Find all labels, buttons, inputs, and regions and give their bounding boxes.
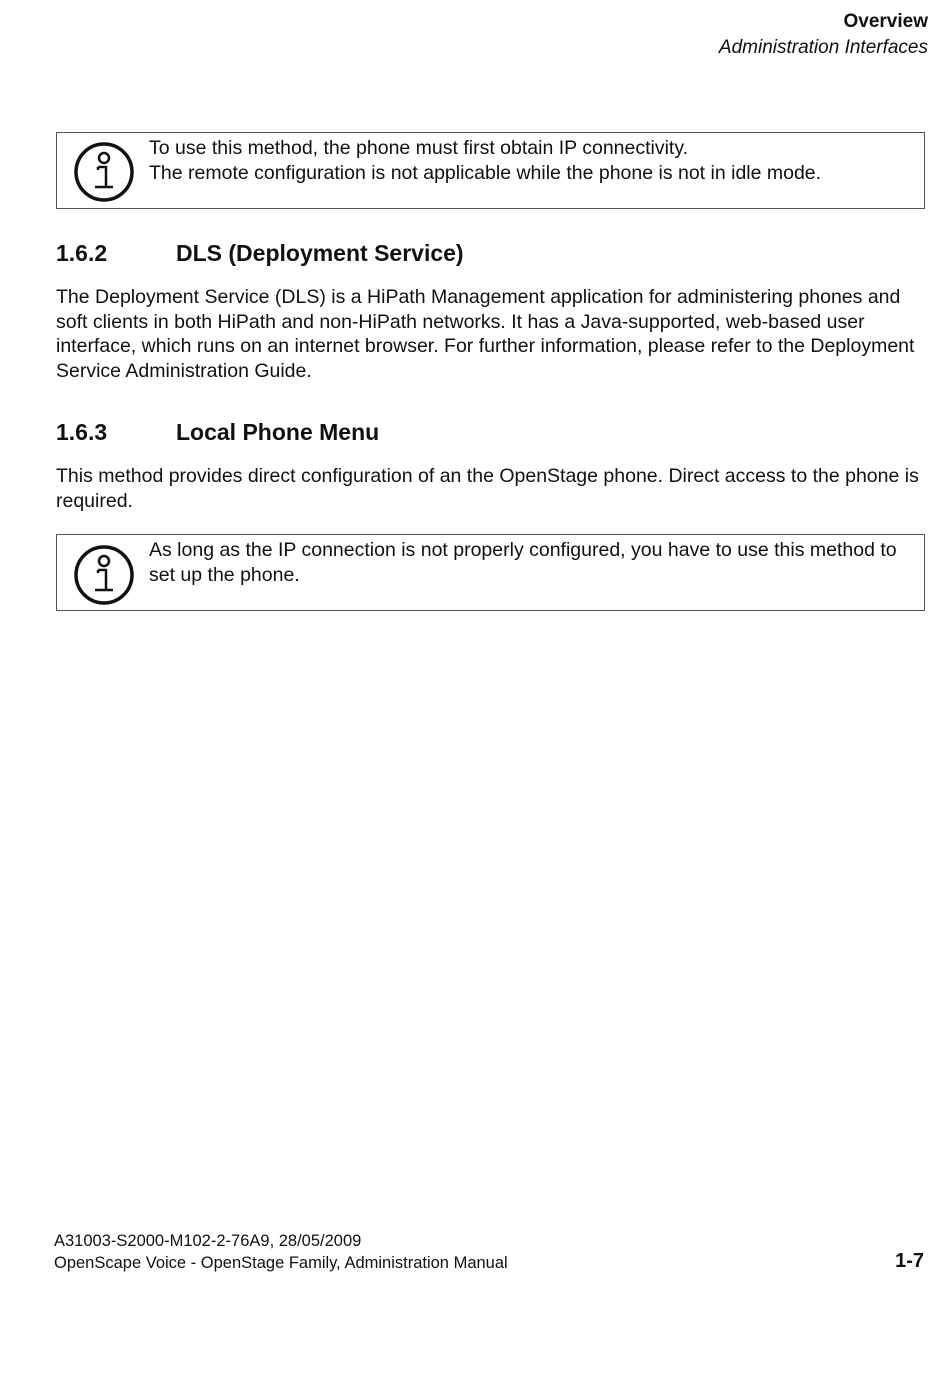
paragraph-local-phone-menu: This method provides direct configuration of an the OpenStage phone. Direct access to the phone is required.	[56, 465, 919, 512]
note-box-ip-connectivity	[56, 132, 925, 209]
section-number: 1.6.3	[56, 419, 108, 445]
footer-doc-title: OpenScape Voice - OpenStage Family, Administration Manual	[54, 1254, 508, 1272]
info-icon	[73, 544, 135, 606]
paragraph-dls: The Deployment Service (DLS) is a HiPath Management application for administering phones and soft clients in both HiPath and non-HiPath networks. It has a Java-supported, web-based user interface, which runs on an internet browser. For further information, please refer to the Deployment Service Administration Guide.	[56, 286, 915, 382]
note-box-ip-connection	[56, 534, 925, 611]
section-number: 1.6.2	[56, 240, 108, 266]
header-chapter: Overview	[843, 11, 928, 32]
info-icon	[73, 141, 135, 203]
section-title: Local Phone Menu	[176, 419, 380, 445]
page-number: 1-7	[895, 1250, 924, 1272]
note-line: The remote configuration is not applicable while the phone is not in idle mode.	[149, 162, 822, 184]
section-heading-local-phone-menu	[56, 418, 379, 446]
footer-doc-id: A31003-S2000-M102-2-76A9, 28/05/2009	[54, 1232, 362, 1250]
note-text: As long as the IP connection is not properly configured, you have to use this method to set up the phone.	[149, 539, 897, 586]
page-footer	[54, 1230, 508, 1274]
section-heading-dls	[56, 239, 464, 267]
header-section: Administration Interfaces	[718, 37, 928, 58]
note-line: To use this method, the phone must first obtain IP connectivity.	[149, 137, 689, 159]
page-header	[719, 10, 928, 62]
note-text	[149, 136, 918, 186]
section-title: DLS (Deployment Service)	[176, 240, 464, 266]
